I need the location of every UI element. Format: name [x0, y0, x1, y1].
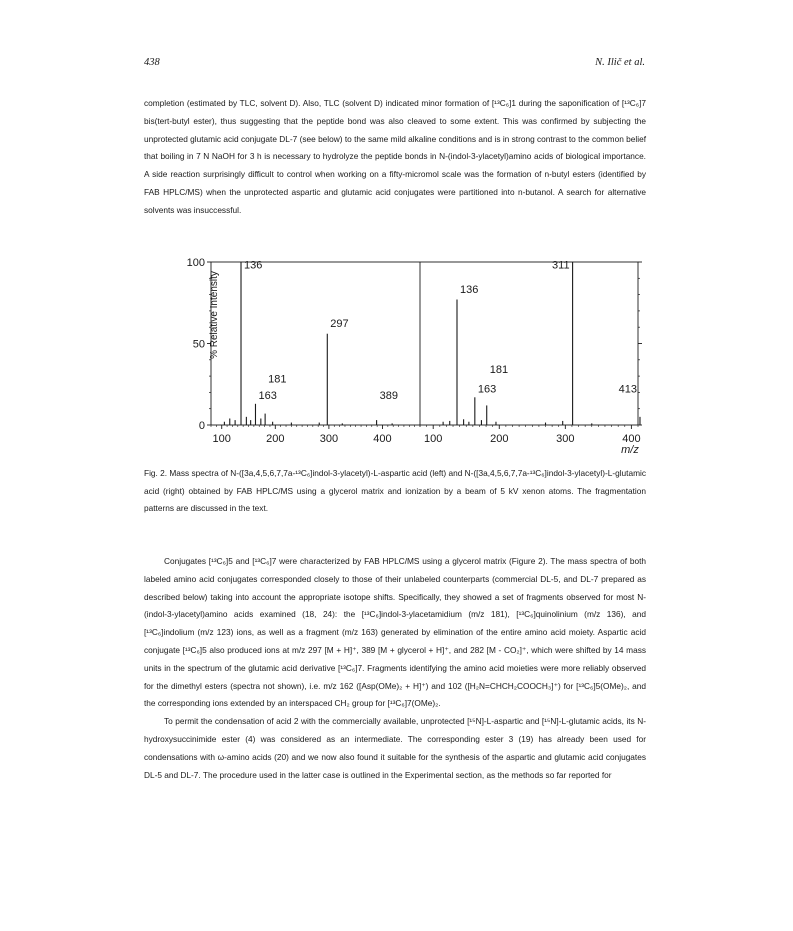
running-header-authors: N. Ilič et al. [595, 57, 645, 68]
paragraph: Conjugates [¹³C₆]5 and [¹³C₆]7 were characterized by FAB HPLC/MS using a glycerol matrix (Figure 2). The mass spectra of both labeled amino acid conjugates corresponded closely to those of their unlabeled counterparts (commercial DL-5, and DL-7 prepared as described below) taking into account the appropriate isotope shifts. Specifically, they showed a set of fragments observed for most N-(indol-3-ylacetyl)amino acids examined (18, 24): the [¹³C₆]indol-3-ylacetamidium (m/z 181), [¹³C₆]quinolinium (m/z 136), and [¹³C₆]indolium (m/z 123) ions, as well as a fragment (m/z 163) generated by elimination of the entire amino acid moiety. Aspartic acid conjugate [¹³C₆]5 also produced ions at m/z 297 [M + H]⁺, 389 [M + glycerol + H]⁺, and 282 [M - CO₂]⁺, which were shifted by 14 mass units in the spectrum of the glutamic acid derivative [¹³C₆]7. Fragments identifying the amino acid moieties were more reliably observed for the dimethyl esters (spectra not shown), i.e. m/z 162 ([Asp(OMe)₂ + H]⁺) and 102 ([H₂N=CHCH₂COOCH₃]⁺) for [¹³C₆]5(OMe)₂, and the corresponding ions extended by an interspaced CH₂ group for [¹³C₆]7(OMe)₂. [144, 556, 646, 709]
peak-label: 163 [258, 389, 277, 402]
page-number: 438 [144, 57, 160, 68]
peak-label: 136 [459, 283, 479, 296]
peak-label: 136 [244, 259, 263, 272]
paragraph: completion (estimated by TLC, solvent D). Also, TLC (solvent D) indicated minor formation of [¹³C₆]1 during the saponification of [¹³C₆]7 bis(tert-butyl ester), thus suggesting that the peptide bond was also cleaved to some extent. This was confirmed by subjecting the unprotected glutamic acid conjugate DL-7 (see below) to the same mild alkaline conditions and is in strong contrast to the common belief that boiling in 7 N NaOH for 3 h is necessary to hydrolyze the peptide bonds in N-(indol-3-ylacetyl)amino acids of biological importance. A side reaction surprisingly difficult to control when working on a fifty-micromol scale was the formation of n-butyl esters (identified by FAB HPLC/MS) when the unprotected aspartic and glutamic acid conjugates were partitioned into n-butanol. A search for alternative solvents was insuccessful. [144, 98, 646, 215]
peak-label: 181 [268, 373, 287, 386]
text-block-bottom [144, 553, 646, 784]
peak-label: 181 [489, 363, 509, 376]
peak-label: 297 [330, 318, 349, 331]
x-tick-label: 200 [266, 433, 285, 445]
x-tick-label: 100 [424, 433, 443, 445]
y-axis-label: % Relative Intensity [209, 271, 220, 359]
paragraph: To permit the condensation of acid 2 with the commercially available, unprotected [¹⁵N]-L-aspartic and [¹⁵N]-L-glutamic acids, its N-hydroxysuccinimide ester (4) was considered as an intermediate. The corresponding ester 3 (19) has already been used for condensations with ω-amino acids (20) and we now also found it suitable for the synthesis of the aspartic and glutamic acid conjugates DL-5 and DL-7. The procedure used in the latter case is outlined in the Experimental section, as the methods so far reported for [144, 716, 646, 780]
figure-caption: Fig. 2. Mass spectra of N-([3a,4,5,6,7,7a-¹³C₆]indol-3-ylacetyl)-L-aspartic acid (left) and N-([3a,4,5,6,7,7a-¹³C₆]indol-3-ylacetyl)-L-glutamic acid (right) obtained by FAB HPLC/MS using a glycerol matrix and ionization by a beam of 5 kV xenon atoms. The fragmentation patterns are discussed in the text. [144, 468, 646, 514]
peak-label: 163 [477, 383, 497, 396]
y-tick-label: 0 [198, 420, 205, 432]
x-tick-label: 400 [373, 433, 392, 445]
y-tick-label: 50 [192, 338, 205, 351]
y-tick-label: 100 [186, 257, 205, 269]
peak-label: 389 [379, 389, 398, 402]
x-tick-label: 100 [212, 433, 231, 445]
x-tick-label: 300 [556, 433, 575, 445]
x-tick-label: 300 [319, 433, 339, 445]
chart-marks [224, 260, 640, 425]
x-tick-label: 200 [490, 433, 509, 445]
x-tick-label: 400 [622, 433, 641, 445]
peak-label: 413 [618, 383, 637, 396]
peak-label: 311 [552, 259, 570, 272]
x-axis-label: m/z [621, 444, 639, 456]
